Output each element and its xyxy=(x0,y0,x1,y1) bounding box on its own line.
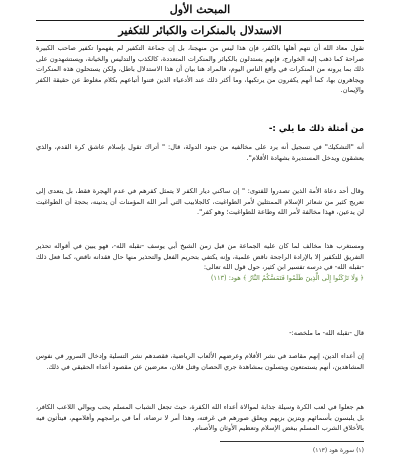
example-paragraph-2 xyxy=(36,186,364,218)
intro-text: نقول معاذ الله أن نتهم أهلها بالكفر، فإن هذا ليس من منهجنا، بل إن جماعة التكفير لم يفهموا تكفير صاحب الكبيرة صراحة كما ذهب إليه الخوارج، فإنهم يستدلون بالكبائر والمنكرات المتعددة، كالكذب والتدليس والخيانة، ويستشهدون على ذلك بما يرونه من المنكرات في واقع الناس اليوم، فالمراد هنا بيان أن هذا الاستدلال باطل، ولكن يستحلون هذه المنكرات ويجاهرون بها، كما أنهم يكفرون من يرتكبها، وما أكثر ذلك عند الأدعياء الذين فتنوا أتباعهم بكلام مغلوط عن حقيقة الكفر والإيمان. xyxy=(36,44,364,95)
attribution-line: قال -تقبله الله- ما ملخصه:- xyxy=(289,329,364,337)
quote-1-text: إن أعداء الدين، إنهم مقاصد في نشر الأفلام وعرضهم الألعاب الرياضية، فقصدهم نشر التسلية وإدخال السرور في نفوس المشاهدين، أنهم يستمتعون ويتسلون بمشاهدة جري الحصان وقتل فلان، معرضين عن مقصود أعداء الحقيقي في ذلك. xyxy=(36,352,364,371)
intro-paragraph xyxy=(36,43,364,96)
section-title: الاستدلال بالمنكرات والكبائر للتكفير xyxy=(118,24,282,37)
examples-heading: من أمثلة ذلك ما يلي :- xyxy=(268,124,364,134)
example-1-text: أنه "التشكيك" في تسجيل أنه يرد على مخالفيه من جنود الدولة، قال: " أتراك تقول بإسلام عاشق كرة القدم، والذي يعشقون ويدخل المستديرة بشهادة الأقلام". xyxy=(36,143,364,162)
quote-paragraph-2 xyxy=(36,402,364,434)
quran-verse: ﴿ وَلَا تَرْكَنُوا إِلَى الَّذِينَ ظَلَمُوا فَتَمَسَّكُمُ النَّارُ ﴾ هود: (١١٣) xyxy=(210,273,364,282)
header-divider xyxy=(36,20,364,21)
example-2-text: وقال أحد دعاة الأمة الذين تصدروا للفتوى: " إن ساكني ديار الكفر لا يتمثل كفرهم في عدم الهجرة فقط، بل يتعدى إلى تعريج كثير من شعائر الإسلام الممتثلين لأمر الطواغيت، كالجلابيب التي أمر الله المؤمنات أن يدنينه، بحجة أن الطواغيت لن يدعين، فهذا مخالفة لأمر الله وطاعة للطواغيت؛ وهو كفر". xyxy=(36,187,364,217)
example-paragraph-3 xyxy=(36,241,364,283)
chapter-heading: المبحث الأول xyxy=(169,3,231,16)
title-divider xyxy=(36,40,364,41)
quote-paragraph-1 xyxy=(36,351,364,372)
quote-2-text: هم جعلوا في لعب الكرة وسيلة جذابة لموالاة أعداء الله الكفرة، حيث تجعل الشباب المسلم يحب ويوالي اللاعب الكافر، بل يلبسون بأسمائهم ويتزين بزيهم ويعلق صورهم في غرفته، وهذا أمر لا نرضاه، أما في برامجهم وأفلامهم، فيتأثون فيه بالأخلاق الشرب المسلم ببغض الإسلام وتعظيم الأوثان والأصنام. xyxy=(36,403,364,433)
footnote-divider xyxy=(220,441,364,442)
footnote: (١) سورة هود (١١٣) xyxy=(312,447,364,454)
example-paragraph-1 xyxy=(36,142,364,163)
example-3-text: ومستغرب هذا مخالف لما كان عليه الجماعة من قبل زمن الشيخ أبي يوسف -تقبله الله-، فهو يبين في أقواله تحذير التفريق للتكفير إلا بالإرادة الراجحة ناقض علمية، وإنه يكتفي بتحريم الفعل والتحذير منها حال فقدانه ناقض، كما فعل ذلك -تقبله الله- في درسه تفسير ابن كثير، حول قول الله تعالى: xyxy=(36,242,364,272)
